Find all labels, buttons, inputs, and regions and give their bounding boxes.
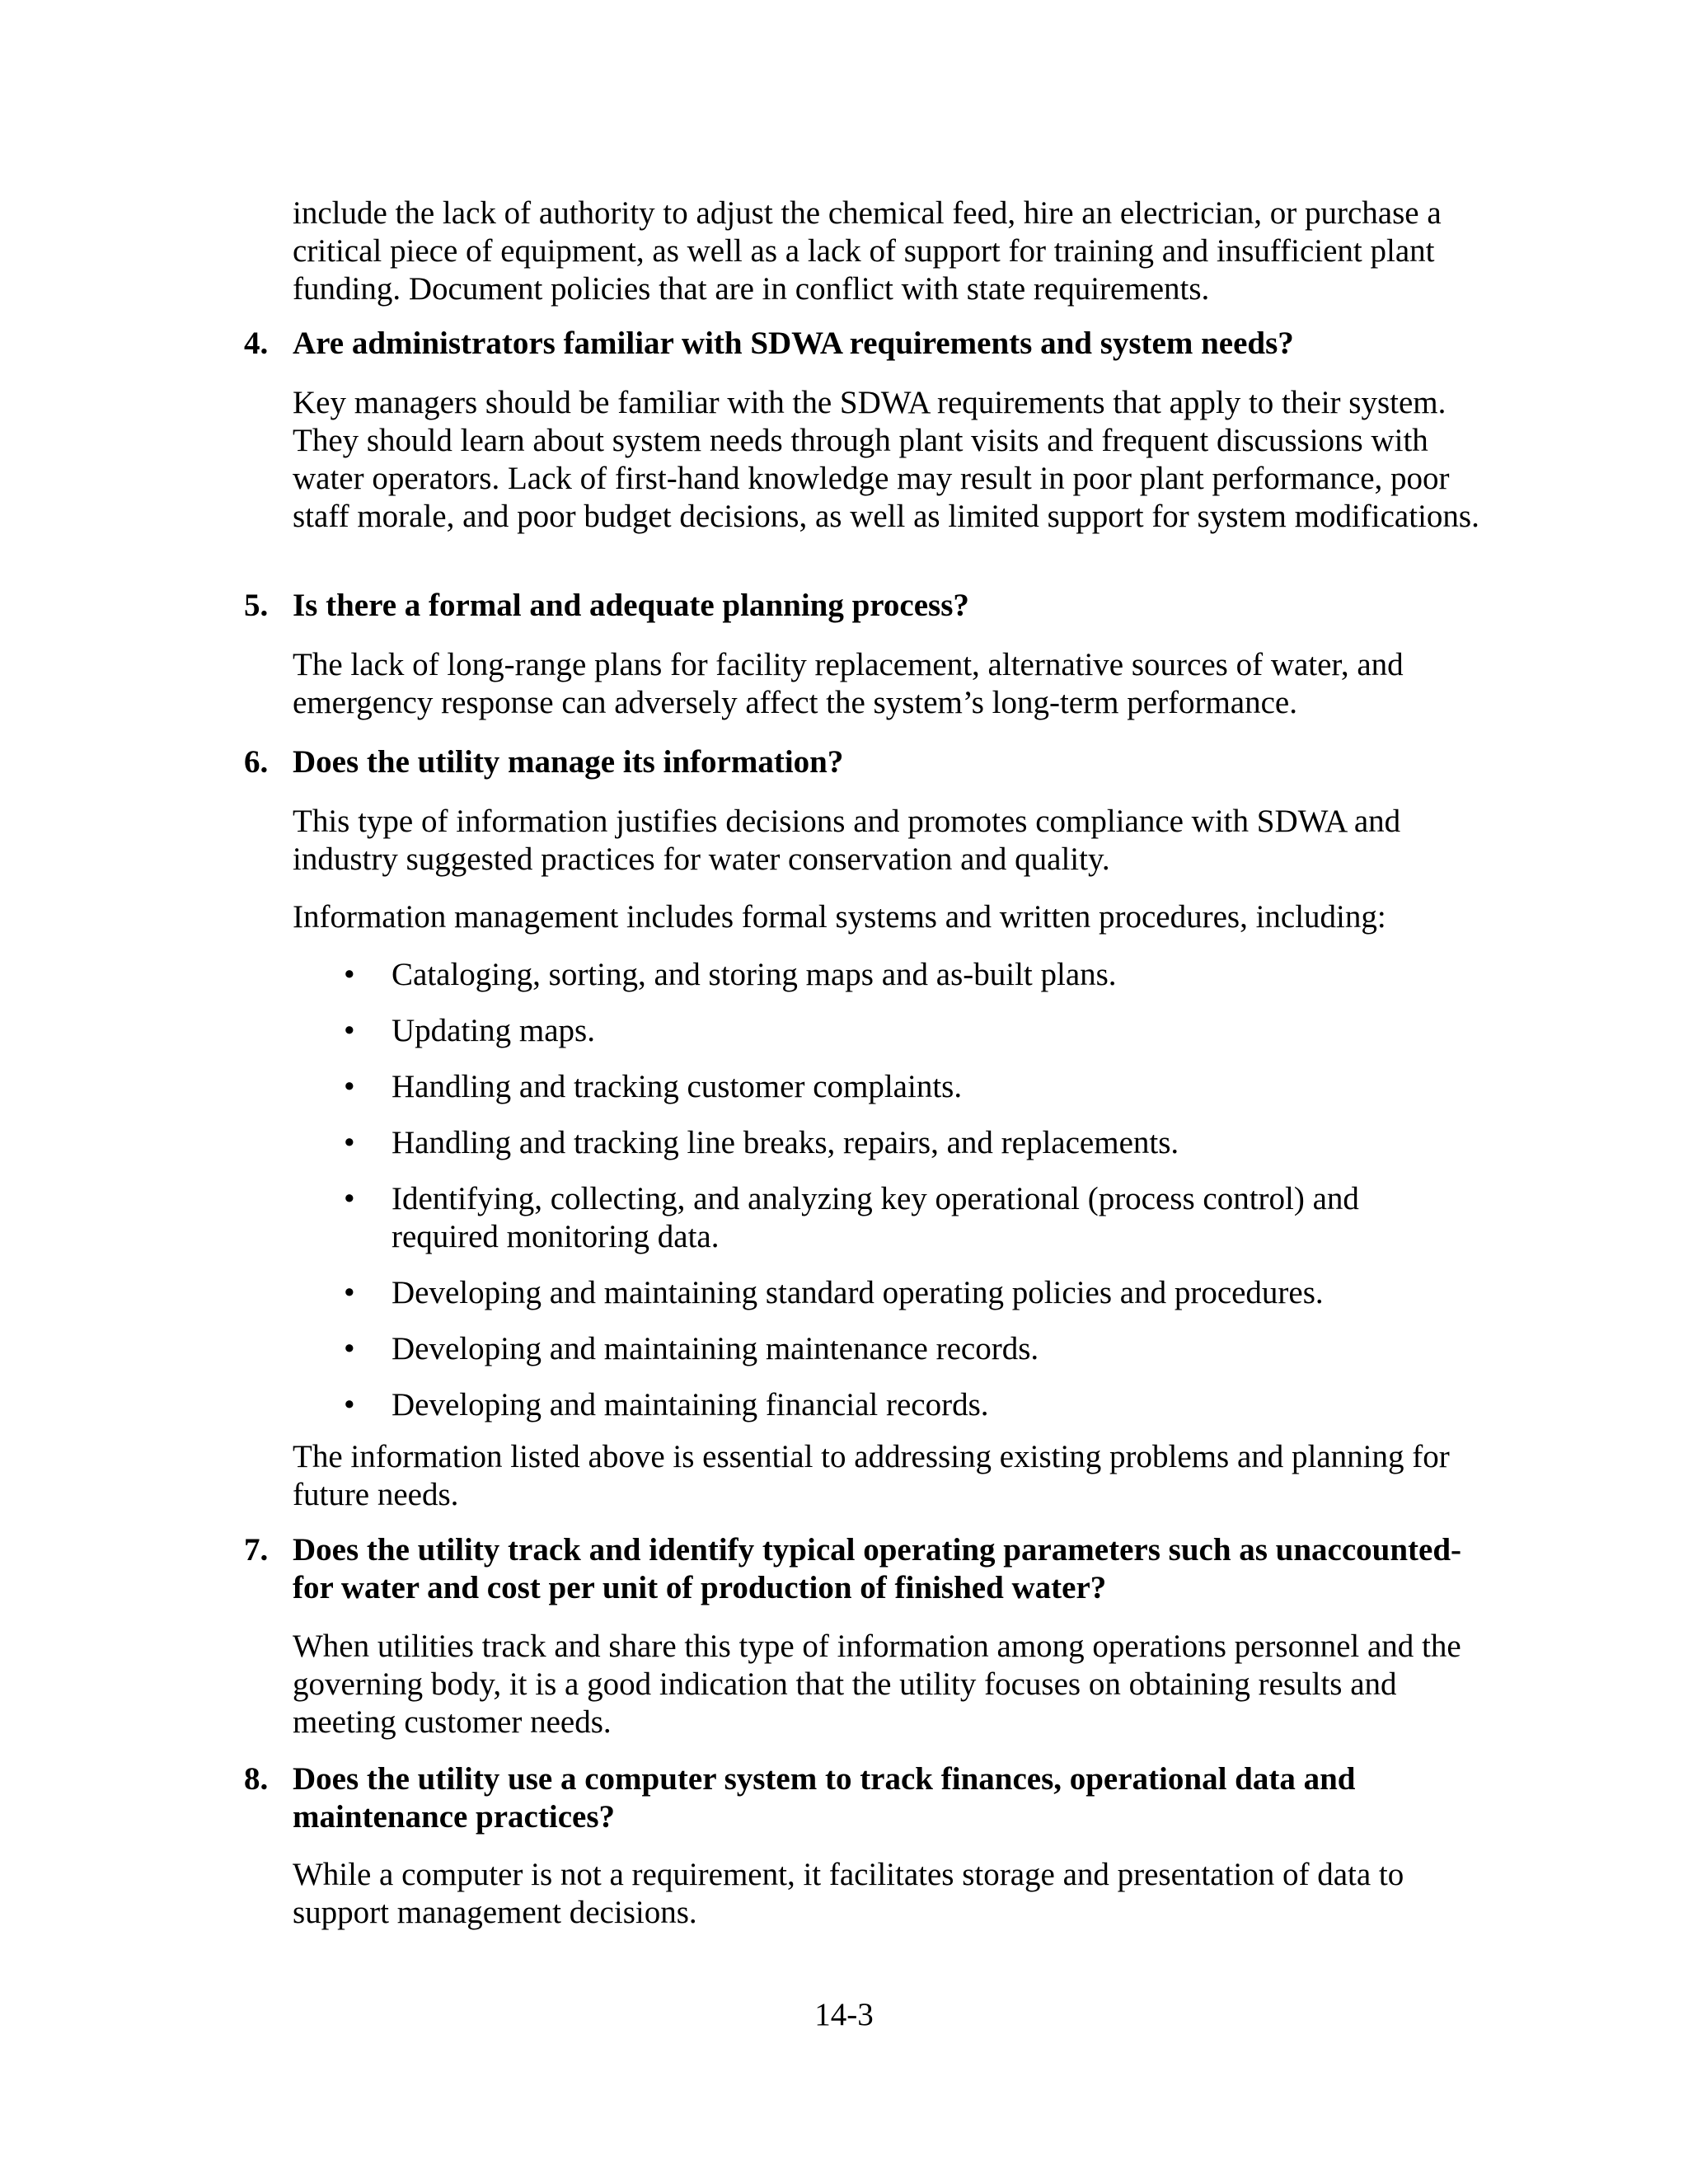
bullet-glyph: • [344,1069,355,1104]
question-number: 5. [244,588,269,623]
bullet-glyph: • [344,957,355,992]
question-5-answer: The lack of long-range plans for facility replacement, alternative sources of water, and emergency response can adversely affect the system’s long-term performance. [293,647,1404,720]
list-item [344,1330,1473,1368]
bullet-glyph: • [344,1125,355,1160]
bullet-glyph: • [344,1331,355,1366]
question-5-heading [244,587,1480,625]
question-4-answer: Key managers should be familiar with the SDWA requirements that apply to their system. They should learn about system needs through plant visits and frequent discussions with water operators. Lack of first-hand knowledge may result in poor plant performance, poor staff morale, and poor budget decisions, as well as limited support for system modifications. [293,385,1479,534]
question-text: Does the utility track and identify typical operating parameters such as unaccounted-for water and cost per unit of production of finished water? [293,1532,1462,1605]
list-item-text: Developing and maintaining maintenance records. [392,1331,1039,1366]
list-item [344,1012,1473,1050]
list-item-text: Handling and tracking customer complaints. [392,1069,963,1104]
question-6-heading [244,743,1480,781]
page-number: 14-3 [814,1997,874,2032]
list-item-text: Handling and tracking line breaks, repairs, and replacements. [392,1125,1179,1160]
question-7-answer: When utilities track and share this type of information among operations personnel and the governing body, it is a good indication that the utility focuses on obtaining results and meeting customer needs. [293,1629,1461,1740]
question-text: Does the utility manage its information? [293,744,844,780]
bullet-glyph: • [344,1387,355,1422]
list-item-text: Updating maps. [392,1013,595,1048]
list-item [344,1180,1473,1256]
list-item [344,1124,1473,1162]
list-item-text: Cataloging, sorting, and storing maps and as-built plans. [392,957,1117,992]
list-item-text: Developing and maintaining standard operating policies and procedures. [392,1275,1324,1310]
question-7-heading [244,1531,1480,1607]
list-item-text: Identifying, collecting, and analyzing key operational (process control) and required monitoring data. [392,1181,1359,1254]
question-6-answer: This type of information justifies decisions and promotes compliance with SDWA and industry suggested practices for water conservation and quality. [293,804,1401,877]
bullet-glyph: • [344,1013,355,1048]
question-text: Are administrators familiar with SDWA requirements and system needs? [293,326,1294,361]
question-4-heading [244,325,1480,363]
question-number: 4. [244,326,269,361]
question-number: 6. [244,744,269,780]
question-8-heading [244,1760,1480,1836]
list-item [344,956,1473,994]
question-text: Is there a formal and adequate planning process? [293,588,969,623]
list-item [344,1386,1473,1424]
intro-continuation-paragraph: include the lack of authority to adjust the chemical feed, hire an electrician, or purchase a critical piece of equipment, as well as a lack of support for training and insufficient plant funding. Document policies that are in conflict with state requirements. [293,195,1442,307]
question-6-closing: The information listed above is essential to addressing existing problems and planning for future needs. [293,1439,1450,1512]
question-number: 7. [244,1532,269,1568]
question-text: Does the utility use a computer system to track finances, operational data and maintenance practices? [293,1761,1356,1835]
bullet-glyph: • [344,1275,355,1310]
list-item [344,1068,1473,1106]
list-item [344,1274,1473,1312]
question-6-list-intro: Information management includes formal systems and written procedures, including: [293,899,1386,935]
question-number: 8. [244,1761,269,1797]
bullet-glyph: • [344,1181,355,1216]
question-8-answer: While a computer is not a requirement, it facilitates storage and presentation of data to support management decisions. [293,1857,1404,1930]
list-item-text: Developing and maintaining financial records. [392,1387,989,1422]
